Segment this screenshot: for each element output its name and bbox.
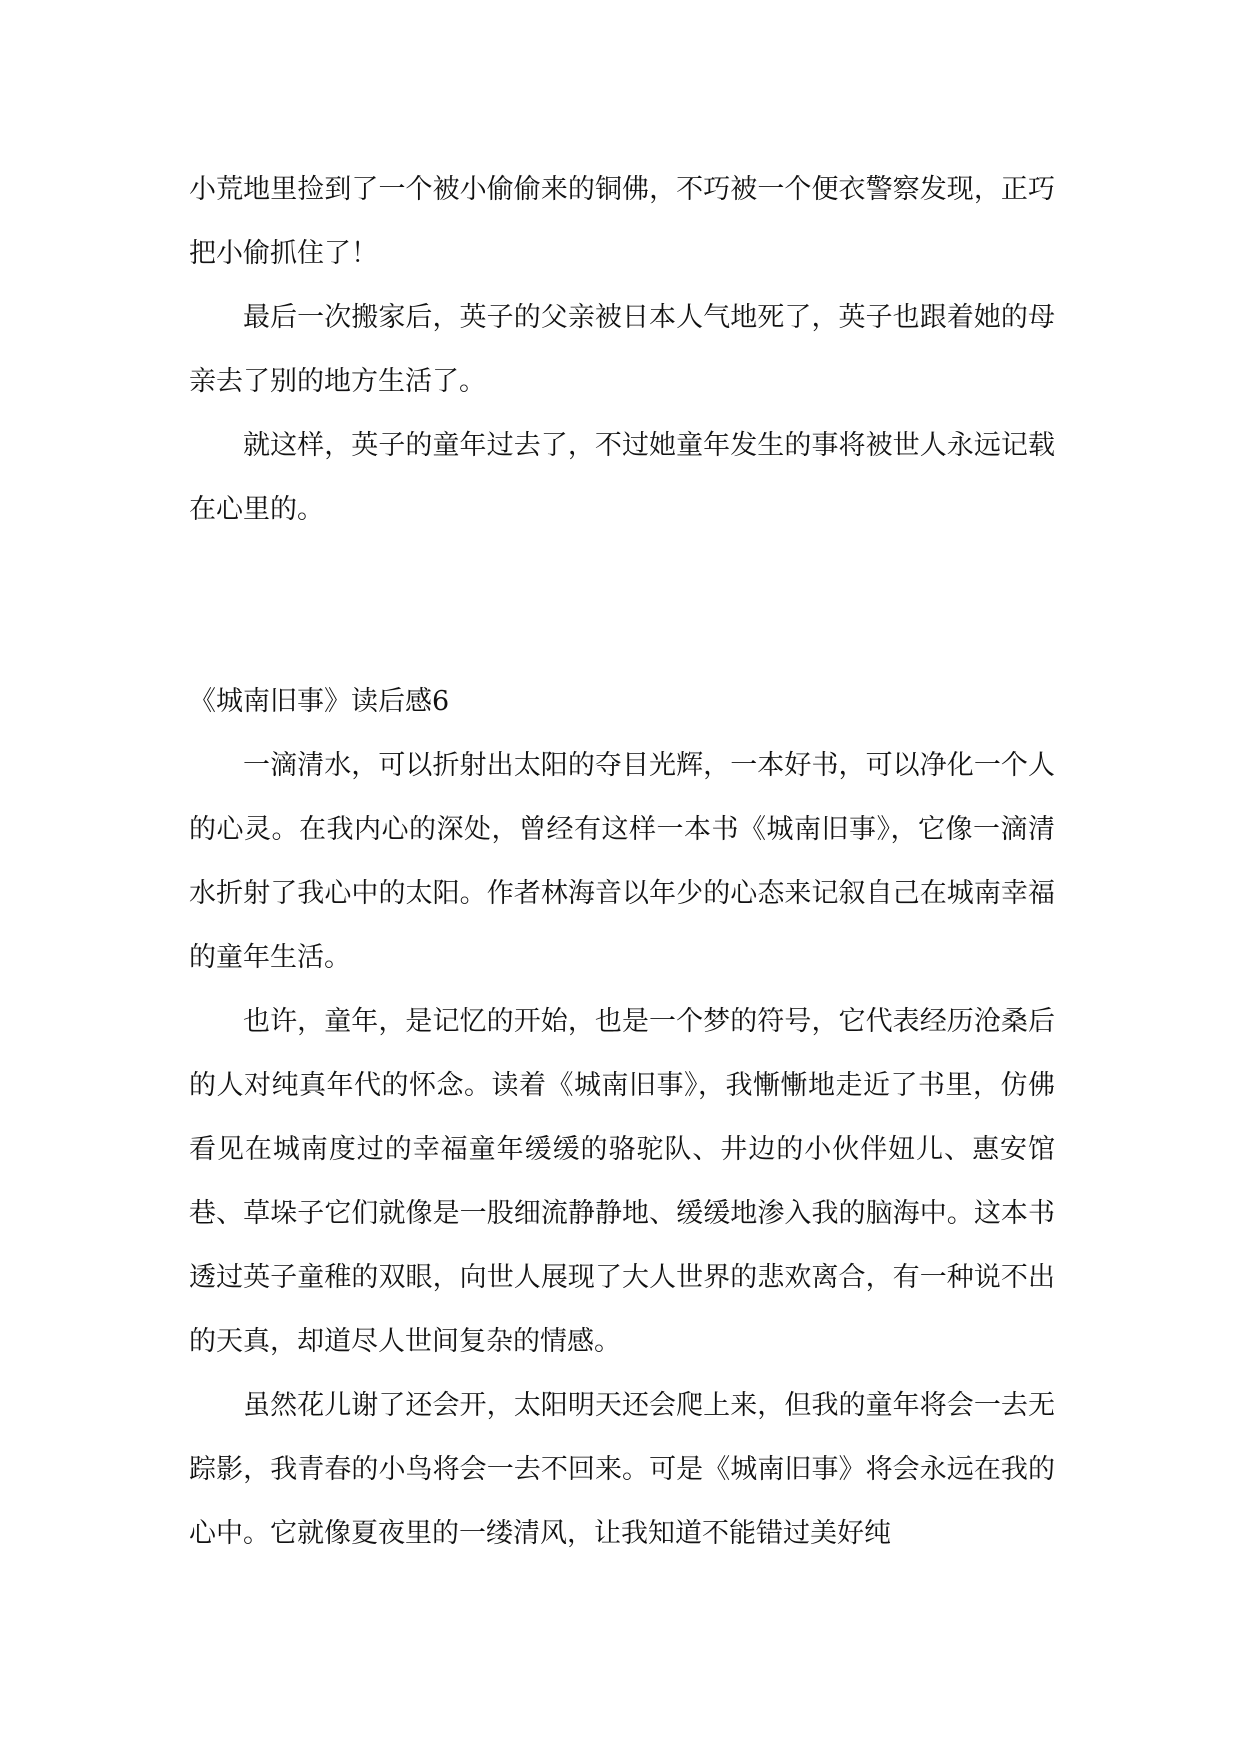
paragraph: 虽然花儿谢了还会开，太阳明天还会爬上来，但我的童年将会一去无踪影，我青春的小鸟将会一去不回来。可是《城南旧事》将会永远在我的心中。它就像夏夜里的一缕清风，让我知道不能错过美好纯 <box>189 1390 1055 1549</box>
paragraph: 也许，童年，是记忆的开始，也是一个梦的符号，它代表经历沧桑后的人对纯真年代的怀念。读着《城南旧事》，我慚慚地走近了书里，仿佛看见在城南度过的幸福童年缓缓的骆驼队、井边的小伙伴妞儿、惠安馆巷、草垛子它们就像是一股细流静静地、缓缓地渗入我的脑海中。这本书透过英子童稚的双眼，向世人展现了大人世界的悲欢离合，有一种说不出的天真，却道尽人世间复杂的情感。 <box>189 1006 1055 1357</box>
paragraph: 最后一次搬家后，英子的父亲被日本人气地死了，英子也跟着她的母亲去了别的地方生活了。 <box>189 302 1055 397</box>
paragraph-continuation: 小荒地里捡到了一个被小偷偷来的铜佛，不巧被一个便衣警察发现，正巧把小偷抓住了！ <box>189 174 1055 269</box>
section-title: 《城南旧事》读后感6 <box>189 686 450 717</box>
paragraph: 就这样，英子的童年过去了，不过她童年发生的事将被世人永远记载在心里的。 <box>189 430 1055 525</box>
paragraph: 一滴清水，可以折射出太阳的夺目光辉，一本好书，可以净化一个人的心灵。在我内心的深处，曾经有这样一本书《城南旧事》，它像一滴清水折射了我心中的太阳。作者林海音以年少的心态来记叙自己在城南幸福的童年生活。 <box>189 750 1055 973</box>
section-gap <box>189 542 1055 670</box>
document-body <box>189 158 1055 1566</box>
